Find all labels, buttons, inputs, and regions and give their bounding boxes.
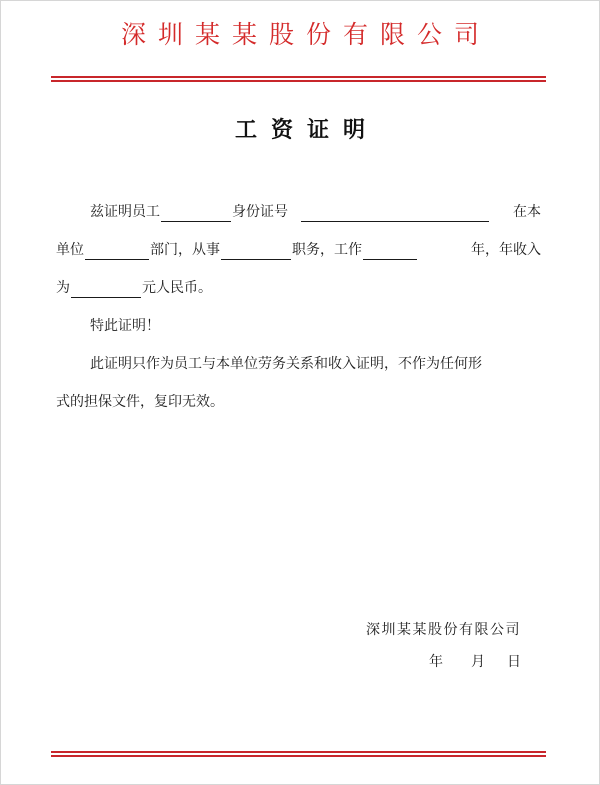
- employee-name-blank: [161, 203, 231, 222]
- department-blank: [85, 241, 149, 260]
- paragraph1-line3: [56, 269, 541, 307]
- text-unit: 单位: [56, 242, 84, 258]
- text-disclaimer-line2: 式的担保文件，复印无效。: [56, 394, 224, 410]
- letterhead-company-name: 深圳某某股份有限公司: [120, 20, 491, 49]
- text-employee-label: 兹证明员工: [90, 204, 160, 220]
- certificate-body: [56, 193, 541, 421]
- paragraph3-line1: [56, 345, 541, 383]
- text-hereby-certify: 特此证明！: [90, 318, 160, 334]
- rule-line: [51, 80, 546, 82]
- text-at-this: 在本: [513, 204, 541, 220]
- text-be: 为: [56, 280, 70, 296]
- document-title: 工资证明: [234, 117, 379, 143]
- text-position: 职务，工作: [292, 242, 362, 258]
- paragraph1-line1: [56, 193, 541, 231]
- rule-line: [51, 755, 546, 757]
- paragraph3-line2: [56, 383, 541, 421]
- paragraph2: [56, 307, 541, 345]
- paragraph1-line2: [56, 231, 541, 269]
- signature-date: [366, 649, 521, 675]
- text-rmb: 元人民币。: [142, 280, 212, 296]
- text-department: 部门，从事: [150, 242, 220, 258]
- text-annual-income: 年，年收入: [471, 242, 541, 258]
- text-disclaimer-line1: 此证明只作为员工与本单位劳务关系和收入证明，不作为任何形: [90, 356, 482, 372]
- signature-block: [366, 617, 521, 675]
- id-number-blank: [301, 203, 489, 222]
- footer-double-rule: [51, 751, 546, 757]
- date-year: 年: [429, 654, 443, 670]
- letterhead-double-rule: [51, 76, 546, 82]
- position-blank: [221, 241, 291, 260]
- signature-company: 深圳某某股份有限公司: [366, 622, 521, 638]
- date-month: 月: [471, 654, 485, 670]
- income-amount-blank: [71, 279, 141, 298]
- years-blank: [363, 241, 417, 260]
- text-id-label: 身份证号: [232, 204, 288, 220]
- date-day: 日: [507, 654, 521, 670]
